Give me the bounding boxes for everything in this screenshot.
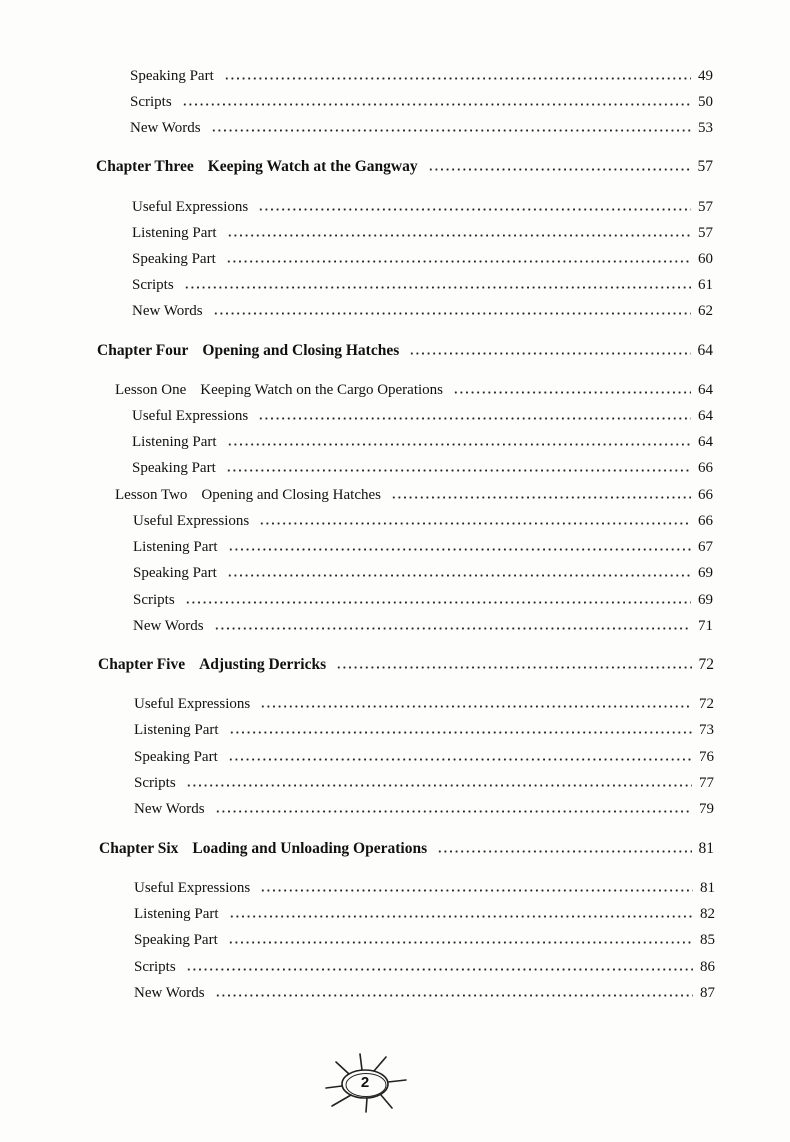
toc-chapter-three[interactable]	[96, 157, 713, 177]
dot-leader	[258, 197, 691, 211]
dot-leader	[258, 406, 691, 420]
dot-leader	[213, 301, 691, 315]
toc-entry-page: 60	[698, 251, 713, 267]
toc-entry-label: Listening Part	[132, 225, 217, 241]
toc-entry-page: 85	[700, 932, 715, 948]
toc-chapter-six[interactable]	[99, 839, 714, 859]
dot-leader	[391, 485, 691, 499]
dot-leader	[226, 458, 691, 472]
toc-entry-page: 66	[698, 460, 713, 476]
dot-leader	[211, 118, 691, 132]
toc-entry-new-words[interactable]	[133, 616, 713, 636]
chapter-number: Chapter Four	[97, 342, 189, 359]
toc-entry-page: 69	[698, 592, 713, 608]
toc-entry-new-words[interactable]	[134, 799, 714, 819]
toc-entry-scripts[interactable]	[132, 275, 713, 295]
toc-entry-page: 64	[698, 434, 713, 450]
toc-entry-new-words[interactable]	[132, 301, 713, 321]
toc-entry-label: Speaking Part	[132, 251, 216, 267]
chapter-title: Opening and Closing Hatches	[202, 342, 400, 359]
page-number: 2	[360, 1074, 370, 1091]
dot-leader	[428, 157, 691, 171]
toc-entry-listening-part[interactable]	[134, 904, 715, 924]
dot-leader	[227, 432, 691, 446]
lesson-title: Keeping Watch on the Cargo Operations	[200, 382, 444, 398]
toc-entry-listening-part[interactable]	[132, 432, 713, 452]
dot-leader	[215, 799, 692, 813]
toc-entry-label: New Words	[133, 618, 204, 634]
toc-entry-label: Speaking Part	[130, 68, 214, 84]
toc-chapter-four[interactable]	[97, 341, 713, 361]
toc-entry-label: Scripts	[132, 277, 174, 293]
toc-entry-label: Scripts	[134, 959, 176, 975]
toc-entry-speaking-part[interactable]	[132, 249, 713, 269]
lesson-title: Opening and Closing Hatches	[201, 487, 381, 503]
toc-entry-page: 69	[698, 565, 713, 581]
toc-entry-page: 87	[700, 985, 715, 1001]
toc-entry-speaking-part[interactable]	[134, 747, 714, 767]
toc-entry-page: 57	[698, 199, 713, 215]
dot-leader	[215, 983, 693, 997]
chapter-number: Chapter Six	[99, 840, 179, 857]
toc-entry-label: Speaking Part	[134, 932, 218, 948]
lesson-page: 64	[698, 382, 713, 398]
dot-leader	[186, 957, 693, 971]
toc-entry-page: 72	[699, 696, 714, 712]
toc-entry-page: 50	[698, 94, 713, 110]
toc-entry-label: New Words	[132, 303, 203, 319]
toc-entry-page: 73	[699, 722, 714, 738]
lesson-number: Lesson One	[115, 382, 187, 398]
dot-leader	[228, 747, 692, 761]
dot-leader	[437, 839, 692, 853]
dot-leader	[260, 694, 692, 708]
toc-entry-speaking-part[interactable]	[132, 458, 713, 478]
toc-entry-scripts[interactable]	[134, 773, 714, 793]
dot-leader	[224, 66, 691, 80]
toc-entry-label: Listening Part	[134, 722, 219, 738]
toc-entry-page: 79	[699, 801, 714, 817]
chapter-page: 72	[698, 656, 714, 673]
toc-chapter-five[interactable]	[98, 655, 714, 675]
dot-leader	[228, 537, 691, 551]
toc-entry-speaking-part[interactable]	[130, 66, 713, 86]
toc-entry-useful-expressions[interactable]	[133, 511, 713, 531]
lesson-page: 66	[698, 487, 713, 503]
toc-entry-label: Listening Part	[132, 434, 217, 450]
toc-entry-useful-expressions[interactable]	[134, 878, 715, 898]
dot-leader	[260, 878, 693, 892]
chapter-title: Adjusting Derricks	[199, 656, 327, 673]
toc-entry-page: 81	[700, 880, 715, 896]
toc-entry-page: 66	[698, 513, 713, 529]
toc-entry-label: Useful Expressions	[132, 199, 249, 215]
toc-entry-label: New Words	[134, 985, 205, 1001]
toc-entry-label: Scripts	[130, 94, 172, 110]
toc-entry-listening-part[interactable]	[132, 223, 713, 243]
dot-leader	[186, 773, 692, 787]
toc-entry-new-words[interactable]	[134, 983, 715, 1003]
dot-leader	[259, 511, 691, 525]
lesson-number: Lesson Two	[115, 487, 188, 503]
toc-entry-page: 86	[700, 959, 715, 975]
dot-leader	[227, 223, 691, 237]
toc-entry-page: 82	[700, 906, 715, 922]
toc-entry-page: 64	[698, 408, 713, 424]
dot-leader	[182, 92, 691, 106]
dot-leader	[185, 590, 691, 604]
chapter-number: Chapter Three	[96, 158, 194, 175]
chapter-number: Chapter Five	[98, 656, 186, 673]
toc-entry-page: 67	[698, 539, 713, 555]
dot-leader	[336, 655, 692, 669]
toc-entry-label: Speaking Part	[134, 749, 218, 765]
toc-entry-scripts[interactable]	[130, 92, 713, 112]
dot-leader	[453, 380, 691, 394]
dot-leader	[227, 563, 691, 577]
toc-entry-label: Useful Expressions	[134, 696, 251, 712]
chapter-page: 57	[697, 158, 713, 175]
dot-leader	[229, 904, 693, 918]
toc-entry-page: 76	[699, 749, 714, 765]
dot-leader	[214, 616, 691, 630]
toc-entry-page: 57	[698, 225, 713, 241]
toc-entry-page: 62	[698, 303, 713, 319]
toc-entry-label: Scripts	[134, 775, 176, 791]
toc-entry-listening-part[interactable]	[133, 537, 713, 557]
toc-entry-useful-expressions[interactable]	[132, 197, 713, 217]
toc-entry-useful-expressions[interactable]	[134, 694, 714, 714]
dot-leader	[228, 930, 693, 944]
toc-lesson-two[interactable]	[115, 485, 713, 505]
toc-entry-speaking-part[interactable]	[134, 930, 715, 950]
toc-entry-speaking-part[interactable]	[133, 563, 713, 583]
chapter-page: 64	[697, 342, 713, 359]
toc-entry-page: 77	[699, 775, 714, 791]
toc-entry-useful-expressions[interactable]	[132, 406, 713, 426]
chapter-page: 81	[698, 840, 714, 857]
toc-entry-new-words[interactable]	[130, 118, 713, 138]
toc-lesson-one[interactable]	[115, 380, 713, 400]
toc-entry-label: Useful Expressions	[132, 408, 249, 424]
toc-entry-label: Useful Expressions	[134, 880, 251, 896]
toc-entry-page: 49	[698, 68, 713, 84]
toc-entry-label: Listening Part	[134, 906, 219, 922]
chapter-title: Loading and Unloading Operations	[192, 840, 428, 857]
toc-entry-scripts[interactable]	[134, 957, 715, 977]
toc-entry-label: New Words	[130, 120, 201, 136]
toc-entry-label: Speaking Part	[133, 565, 217, 581]
toc-entry-label: Listening Part	[133, 539, 218, 555]
toc-entry-label: Scripts	[133, 592, 175, 608]
toc-entry-scripts[interactable]	[133, 590, 713, 610]
toc-entry-label: Speaking Part	[132, 460, 216, 476]
toc-entry-label: New Words	[134, 801, 205, 817]
dot-leader	[229, 720, 692, 734]
chapter-title: Keeping Watch at the Gangway	[207, 158, 418, 175]
dot-leader	[409, 341, 691, 355]
toc-entry-listening-part[interactable]	[134, 720, 714, 740]
dot-leader	[226, 249, 691, 263]
toc-entry-page: 53	[698, 120, 713, 136]
toc-entry-page: 71	[698, 618, 713, 634]
toc-entry-label: Useful Expressions	[133, 513, 250, 529]
toc-entry-page: 61	[698, 277, 713, 293]
dot-leader	[184, 275, 691, 289]
